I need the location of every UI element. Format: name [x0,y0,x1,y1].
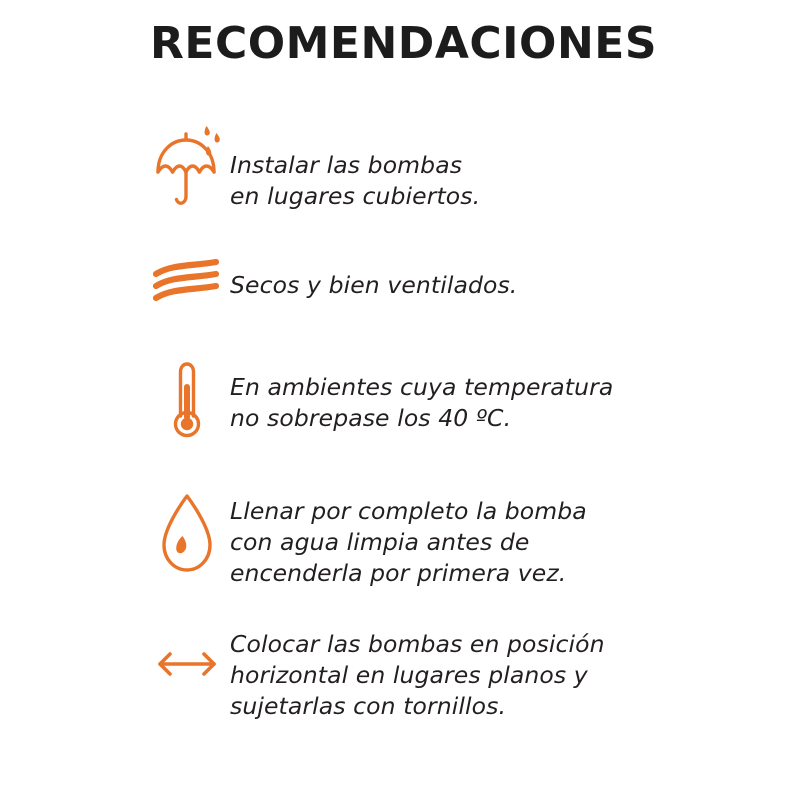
list-item-line: Llenar por completo la bomba [230,497,587,525]
list-item-line: Instalar las bombas [230,151,463,179]
recommendations-list [0,110,800,734]
thermometer-icon [148,358,226,444]
list-item [0,488,800,589]
water-drop-icon [148,488,226,584]
list-item-line: no sobrepase los 40 ºC. [230,404,512,433]
list-item-text [226,258,800,301]
page-title: RECOMENDACIONES [150,18,658,69]
list-item-text [226,120,800,212]
horizontal-arrow-icon [148,629,226,699]
list-item-line: en lugares cubiertos. [230,182,481,211]
list-item-text [226,629,800,722]
ventilation-lines-icon [148,258,226,314]
list-item-line: sujetarlas con tornillos. [230,692,507,721]
list-item [0,120,800,216]
list-item-text [226,358,800,434]
list-item-line: horizontal en lugares planos y [230,661,588,690]
list-item [0,358,800,444]
list-item-line: encenderla por primera vez. [230,559,567,588]
umbrella-rain-icon [148,120,226,216]
list-item [0,258,800,314]
list-item-line: En ambientes cuya temperatura [230,373,614,401]
list-item-text [226,488,800,589]
list-item-line: Colocar las bombas en posición [230,630,605,659]
list-item-line: Secos y bien ventilados. [230,271,518,299]
list-item-line: con agua limpia antes de [230,528,530,557]
list-item [0,629,800,722]
